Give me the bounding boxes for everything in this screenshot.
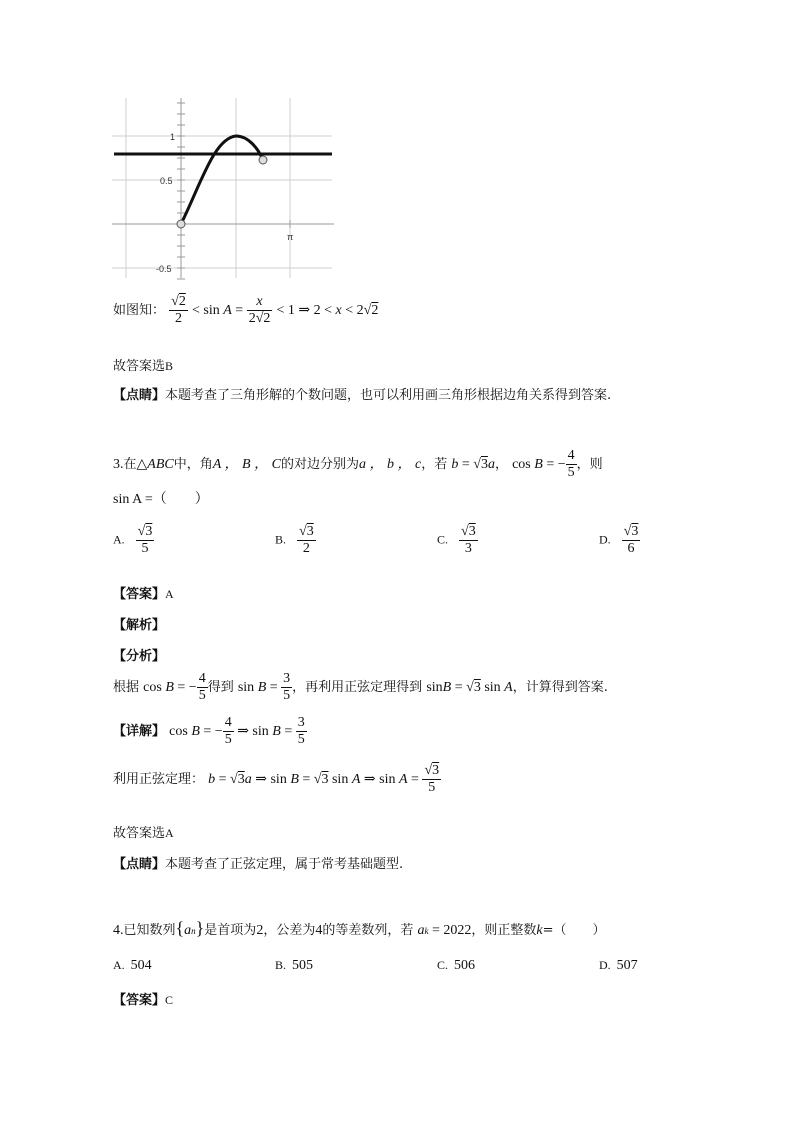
- q3-conclusion-line: [113, 822, 174, 841]
- option-value: 505: [292, 958, 314, 973]
- fenxi-c: ，再利用正弦定理得到: [292, 680, 423, 696]
- q4-text-c: ，公差为: [263, 923, 316, 938]
- question-3-stem: 3.在△ABC中，角A ， B ， C的对边分别为a ， b ， c，若 b = √3a， cos B = − $\frac{4}{5}$ ，则: [113, 448, 603, 481]
- four-fifths: $\frac{4}{5}$: [567, 448, 575, 481]
- conclude-letter: A: [165, 826, 174, 840]
- comment-line-1: [113, 384, 611, 403]
- detail-tag: 【详解】: [113, 724, 166, 740]
- q3-fenxi-line: 根据 cos B = − $\frac{4}{5}$ 得到 sin B = $\frac{3}{5}$ ，再利用正弦定理得到 sinB = √3 sin A，计算得到答案.: [113, 671, 608, 704]
- q4-text-f: =（ ）: [542, 923, 606, 938]
- q4-value: 2022: [443, 923, 472, 938]
- comment-tag: 【点睛】: [113, 857, 166, 872]
- answer-letter-b: B: [165, 359, 174, 373]
- conclusion-line-1: [113, 355, 173, 374]
- x-over-2sqrt2: $\frac{x}{2√2}$: [248, 294, 271, 327]
- fenxi-a: 根据: [113, 680, 140, 696]
- q4-first: 2: [256, 923, 264, 938]
- q3-detail-line: 【详解】 cos B = − $\frac{4}{5}$ ⇒ sin B = $\frac{3}{5}$: [113, 715, 305, 748]
- option-letter: C.: [437, 532, 449, 547]
- tick-label-half: 0.5: [160, 176, 173, 186]
- y-ticks: [177, 103, 290, 279]
- question-3-ask: sin A =（ ）: [113, 492, 209, 507]
- q4-text-b: 是首项为: [204, 923, 257, 938]
- answer-letter-a: A: [165, 587, 174, 601]
- question-number-4: 4.: [113, 923, 124, 938]
- q4-option-a[interactable]: [113, 958, 152, 974]
- q4-option-d[interactable]: [599, 958, 638, 974]
- conclude-text: 故答案选: [113, 826, 166, 841]
- q3-sine-law-line: 利用正弦定理： b = √3a ⇒ sin B = √3 sin A ⇒ sin A = $\frac{√3}{5}$: [113, 763, 440, 796]
- option-letter: B.: [275, 532, 287, 547]
- option-letter: A.: [113, 532, 125, 547]
- q3-option-c[interactable]: C. $\frac{√3}{3}$: [437, 524, 476, 557]
- option-letter: D.: [599, 958, 611, 972]
- q4-diff: 4: [315, 923, 323, 938]
- axes: [112, 98, 334, 278]
- q3-text-e: ，则: [576, 457, 603, 473]
- comment-text: 本题考查了三角形解的个数问题，也可以利用画三角形根据边角关系得到答案.: [165, 388, 612, 403]
- question-number-3: 3.: [113, 457, 124, 473]
- conclude-text: 故答案选: [113, 359, 166, 374]
- q3-option-d[interactable]: D. $\frac{√3}{6}$: [599, 524, 639, 557]
- sides-abc: a ， b ， c: [358, 457, 422, 473]
- answer-tag: 【答案】: [113, 587, 166, 602]
- q4-text-d: 的等差数列，若: [322, 923, 414, 938]
- fenxi-d: ，计算得到答案.: [512, 680, 608, 696]
- option-letter: C.: [437, 958, 449, 972]
- sine-law-text: 利用正弦定理：: [113, 772, 205, 788]
- q3-fenxi-tag: 【分析】: [113, 649, 166, 664]
- question-4-stem: 4.已知数列{an}是首项为2，公差为4的等差数列，若 ak = 2022，则正整数k=（ ）: [113, 918, 606, 938]
- option-value: 504: [130, 958, 152, 973]
- q3-option-a[interactable]: A. $\frac{√3}{5}$: [113, 524, 153, 557]
- q3-text-a: 在: [123, 457, 137, 473]
- option-value: 507: [616, 958, 638, 973]
- tick-label-one: 1: [170, 132, 176, 142]
- curve-end-point: [259, 156, 267, 164]
- q4-option-c[interactable]: [437, 958, 475, 974]
- option-letter: B.: [275, 958, 287, 972]
- comment-tag: 【点睛】: [113, 388, 166, 403]
- option-letter: D.: [599, 532, 611, 547]
- q3-option-b[interactable]: B. $\frac{√3}{2}$: [275, 524, 314, 557]
- q3-text-b: 中，角: [173, 457, 213, 473]
- grid: [112, 98, 332, 278]
- fenxi-b: 得到: [207, 680, 234, 696]
- q3-text-d: ，若: [421, 457, 448, 473]
- comment-text: 本题考查了正弦定理，属于常考基础题型.: [165, 857, 404, 872]
- tick-label-pi: π: [287, 232, 294, 242]
- angles-abc: A ， B ， C: [212, 457, 281, 473]
- answer-letter-c: C: [165, 993, 174, 1007]
- q3-comment-line: [113, 853, 403, 872]
- inequality-line: 如图知： $\frac{√2}{2}$ < sin A = $\frac{x}{2√2}$ < 1 ⇒ 2 < x < 2√2: [113, 294, 379, 327]
- sqrt2-over-2: $\frac{√2}{2}$: [171, 294, 186, 327]
- sine-graph: [112, 96, 334, 280]
- q4-option-b[interactable]: [275, 958, 313, 974]
- q4-text-a: 已知数列: [123, 923, 176, 938]
- q3-analysis-tag: 【解析】: [113, 618, 166, 633]
- q3-answer-line: [113, 583, 174, 602]
- q4-text-e: ，则正整数: [471, 923, 537, 938]
- triangle-abc: △ABC: [136, 457, 174, 473]
- tick-label-neg-half: -0.5: [156, 264, 172, 274]
- option-value: 506: [454, 958, 476, 973]
- q4-answer-line: [113, 989, 173, 1008]
- intro-text: 如图知：: [113, 303, 166, 319]
- option-letter: A.: [113, 958, 125, 972]
- curve-start-point: [177, 220, 185, 228]
- answer-tag: 【答案】: [113, 993, 166, 1008]
- q3-text-c: 的对边分别为: [280, 457, 359, 473]
